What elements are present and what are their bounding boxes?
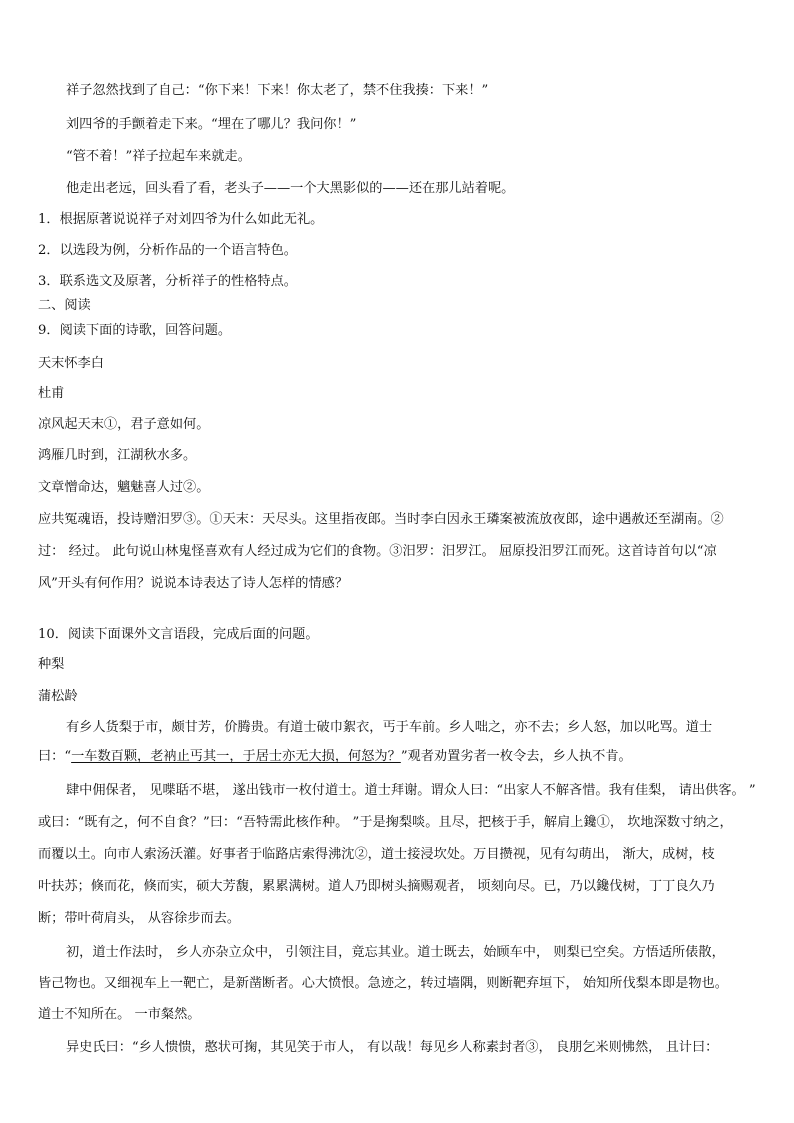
- question-3: 3．联系选文及原著，分析祥子的性格特点。: [38, 274, 297, 289]
- para2-line4: 叶扶苏；倏而花，倏而实，硕大芳馥，累累满树。道人乃即树头摘赐观者， 顷刻向尽。已，乃以鑱伐树，丁丁良久乃: [38, 879, 715, 894]
- para4-line1: 异史氏曰：“乡人愦愦，憨状可掬，其见笑于市人， 有以哉！每见乡人称素封者③， 良朋乞米则怫然， 且计曰：: [66, 1040, 719, 1055]
- para3-line1: 初，道士作法时， 乡人亦杂立众中， 引领注目，竟忘其业。道士既去，始顾车中， 则梨已空矣。方悟适所俵散，: [66, 945, 725, 960]
- classical-text-title: 种梨: [38, 657, 65, 672]
- poem-notes-line-1: 应共冤魂语，投诗赠汨罗③。①天末：天尽头。这里指夜郎。当时李白因永王璘案被流放夜郎，途中遇赦还至湖南。②: [38, 512, 724, 527]
- passage-paragraph-1: 祥子忽然找到了自己：“你下来！下来！你太老了，禁不住我揍：下来！”: [66, 83, 489, 98]
- underlined-sentence: 一车数百颗，老衲止丐其一，于居士亦无大损，何怒为？: [71, 749, 401, 764]
- poem-line-2: 鸿雁几时到，江湖秋水多。: [38, 448, 197, 463]
- question-1: 1．根据原著说说祥子对刘四爷为什么如此无礼。: [38, 212, 324, 227]
- passage-paragraph-3: “管不着！”祥子拉起车来就走。: [66, 149, 251, 164]
- passage-paragraph-2: 刘四爷的手颤着走下来。“埋在了哪儿？我问你！”: [66, 117, 357, 132]
- poem-notes-line-2: 过： 经过。 此句说山林鬼怪喜欢有人经过成为它们的食物。③汨罗：汨罗江。 屈原投汨罗江而死。这首诗首句以“凉: [38, 544, 717, 559]
- section-title: 二、阅读: [38, 298, 91, 313]
- question-10-prompt: 10．阅读下面课外文言语段，完成后面的问题。: [38, 627, 319, 642]
- para1-line2-end: ”观者劝置劣者一枚令去，乡人执不肯。: [400, 749, 632, 764]
- question-9-prompt: 9．阅读下面的诗歌，回答问题。: [38, 323, 232, 338]
- para2-line1: 肆中佣保者， 见喋聒不堪， 遂出钱市一枚付道士。道士拜谢。谓众人曰：“出家人不解吝惜。我有佳梨， 请出供客。 ”: [66, 783, 756, 798]
- para1-line2-start: 曰：“: [38, 749, 72, 764]
- para2-line3: 而覆以土。向市人索汤沃灌。好事者于临路店索得沸沈②，道士接浸坎处。万目攒视，见有勾萌出， 渐大，成树，枝: [38, 847, 715, 862]
- para3-line2: 皆己物也。又细视车上一靶亡，是新凿断者。心大愤恨。急迹之，转过墙隅，则断靶弃垣下， 始知所伐梨本即是物也。: [38, 976, 728, 991]
- para1-line1: 有乡人货梨于市，颇甘芳，价腾贵。有道士破巾絮衣，丐于车前。乡人咄之，亦不去；乡人怒，加以叱骂。道士: [66, 720, 713, 735]
- para1-line2: [38, 748, 632, 766]
- poem-line-3: 文章憎命达，魑魅喜人过②。: [38, 480, 210, 495]
- para2-line2: 或曰：“既有之，何不自食？”曰：“吾特需此核作种。 ”于是掬梨啖。且尽，把核于手，解肩上鑱①， 坎地深数寸纳之，: [38, 815, 733, 830]
- para2-line5: 断；带叶荷肩头， 从容徐步而去。: [38, 911, 241, 926]
- classical-text-author: 蒲松龄: [38, 689, 78, 704]
- question-2: 2．以选段为例，分析作品的一个语言特色。: [38, 243, 297, 258]
- poem-notes-line-3: 风”开头有何作用？说说本诗表达了诗人怎样的情感？: [38, 576, 349, 591]
- poem-title: 天末怀李白: [38, 356, 104, 371]
- poem-line-1: 凉风起天末①，君子意如何。: [38, 417, 210, 432]
- passage-paragraph-4: 他走出老远，回头看了看，老头子——一个大黑影似的——还在那儿站着呢。: [66, 181, 515, 196]
- poem-author: 杜甫: [38, 386, 65, 401]
- para3-line3: 道士不知所在。 一市粲然。: [38, 1007, 201, 1022]
